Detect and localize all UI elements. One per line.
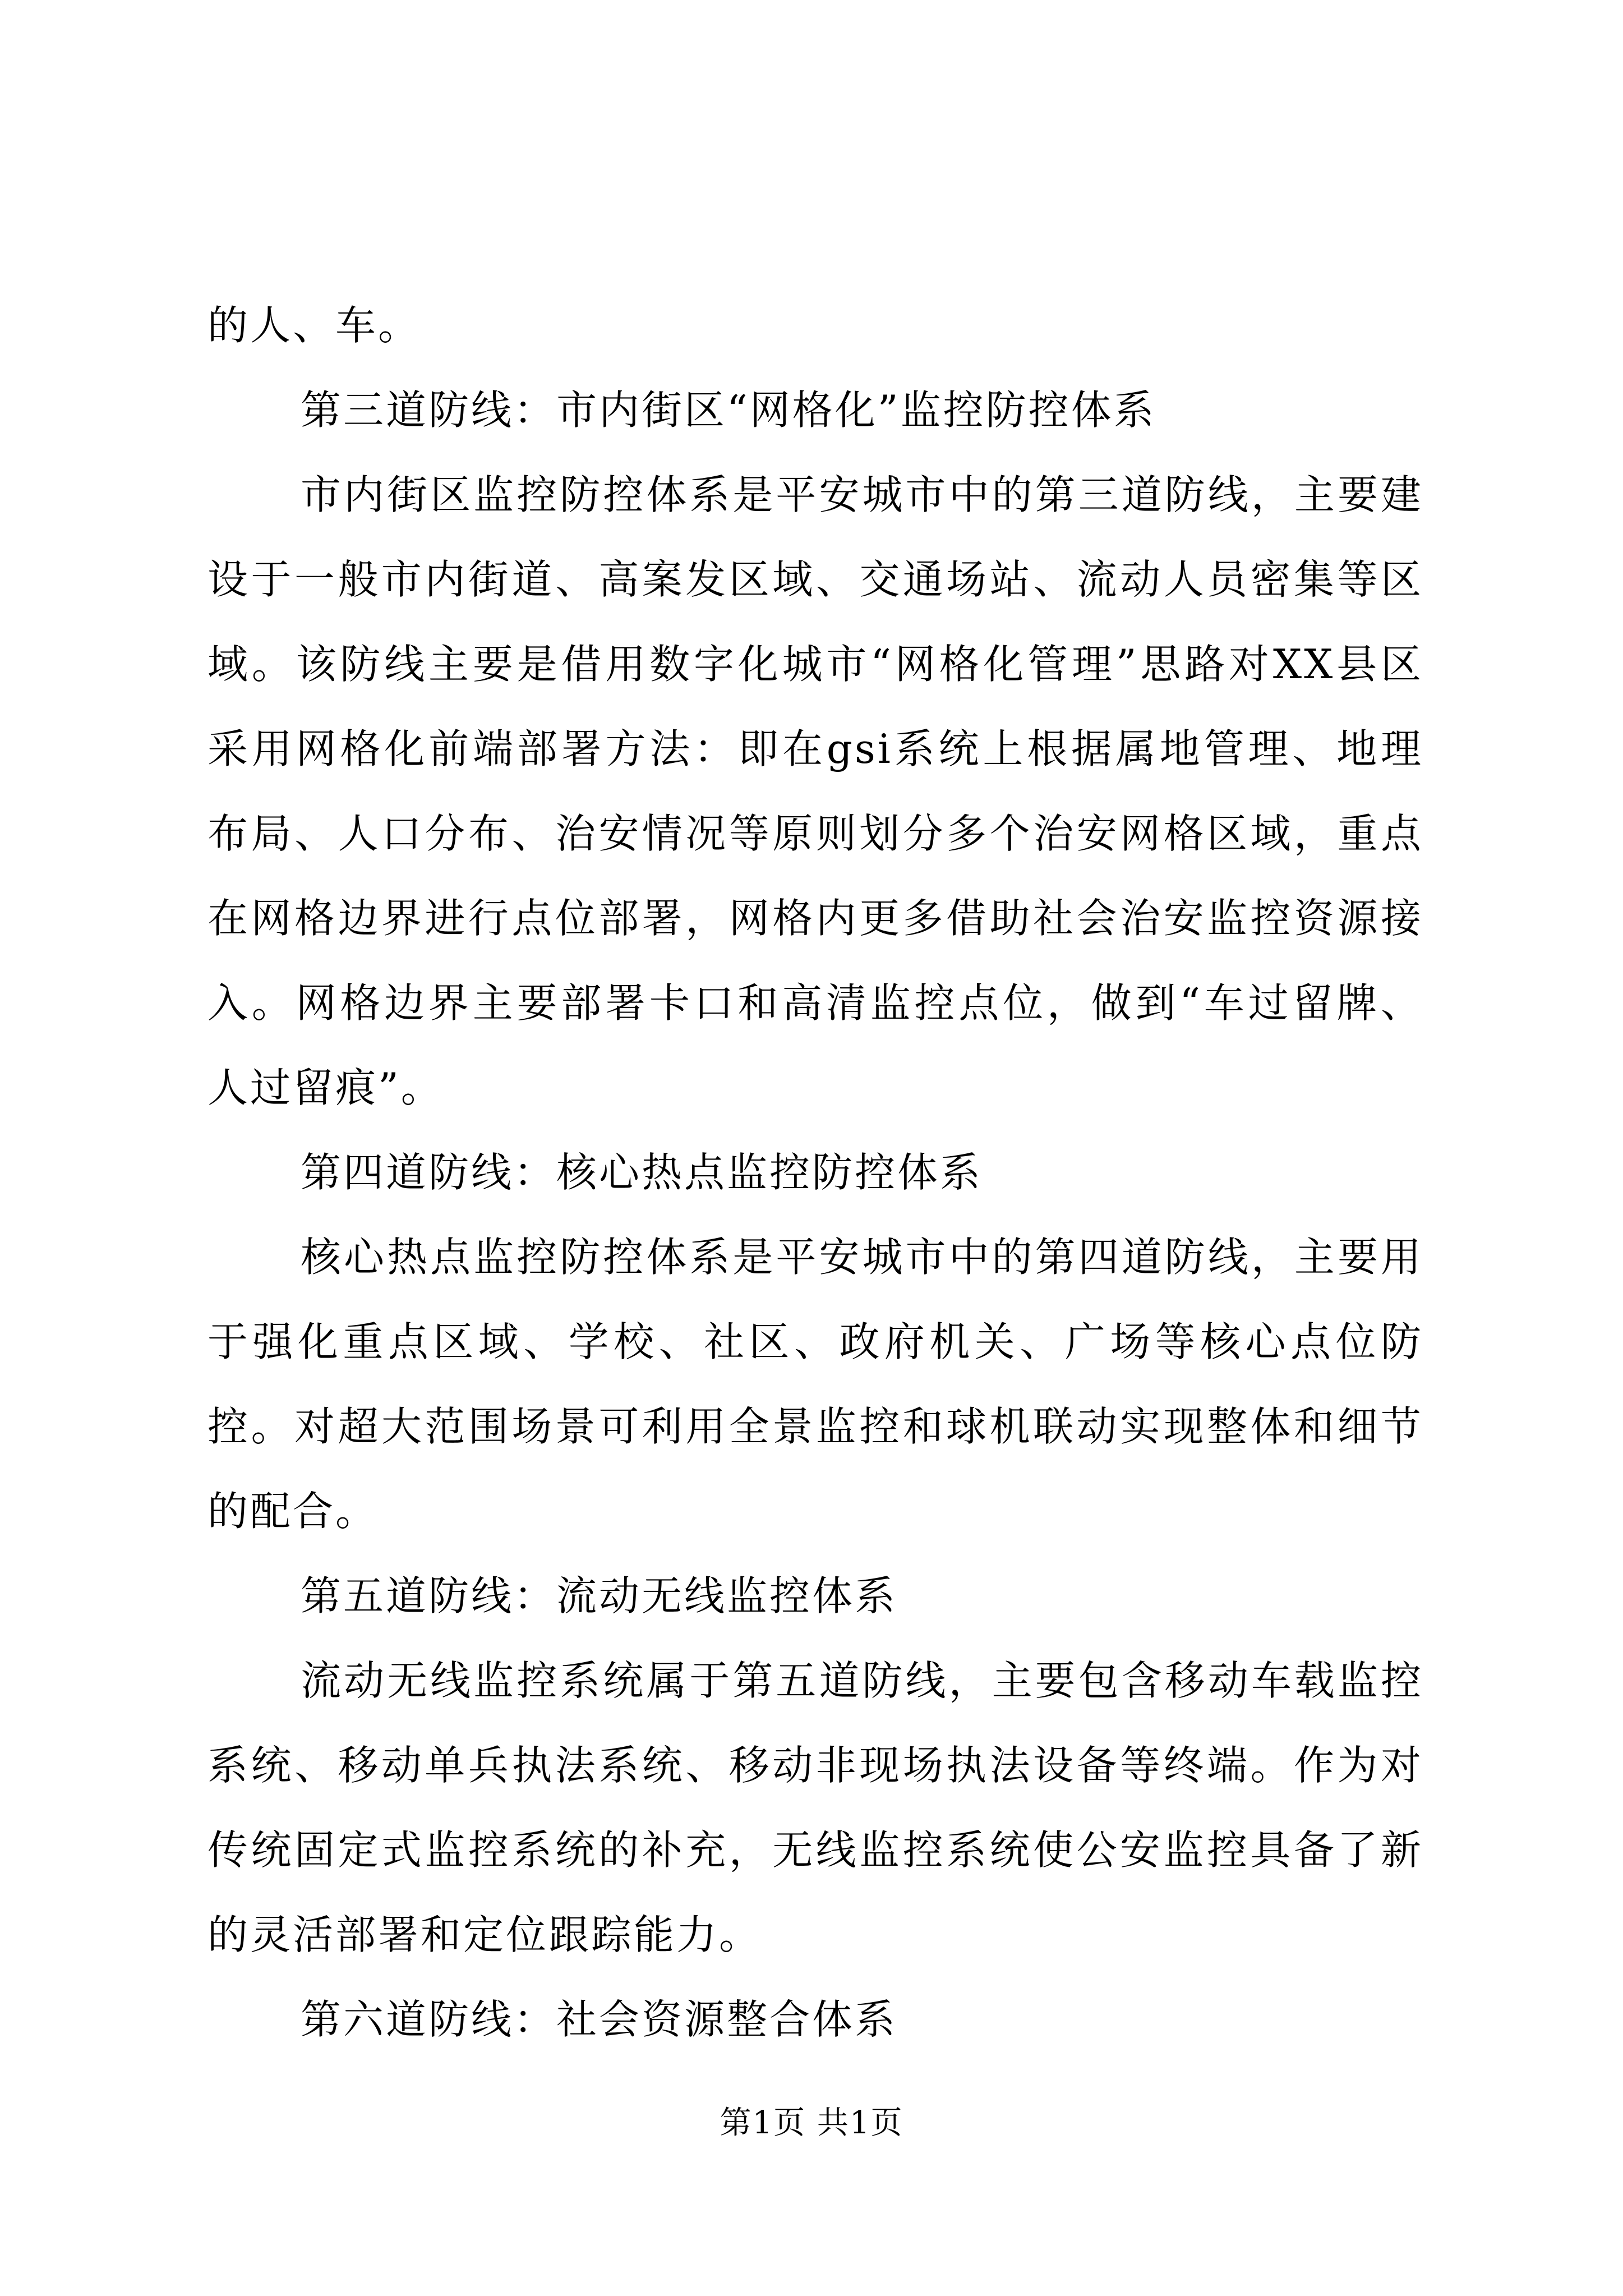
section-heading-fourth-defense: 第四道防线：核心热点监控防控体系 bbox=[301, 1149, 983, 1196]
page-footer: 第1页 共1页 bbox=[720, 2105, 903, 2141]
document-body bbox=[208, 283, 1423, 2062]
paragraph-continuation: 的人、车。 bbox=[208, 302, 421, 349]
paragraph-fourth-defense: 核心热点监控防控体系是平安城市中的第四道防线，主要用于强化重点区域、学校、社区、政府机关、广场等核心点位防控。对超大范围场景可利用全景监控和球机联动实现整体和细节的配合。 bbox=[208, 1234, 1423, 1535]
section-heading-sixth-defense: 第六道防线：社会资源整合体系 bbox=[301, 1996, 898, 2043]
section-heading-third-defense: 第三道防线：市内街区“网格化”监控防控体系 bbox=[301, 386, 1156, 434]
paragraph-fifth-defense: 流动无线监控系统属于第五道防线，主要包含移动车载监控系统、移动单兵执法系统、移动非现场执法设备等终端。作为对传统固定式监控系统的补充，无线监控系统使公安监控具备了新的灵活部署和定位跟踪能力。 bbox=[208, 1657, 1423, 1958]
section-heading-fifth-defense: 第五道防线：流动无线监控体系 bbox=[301, 1572, 898, 1619]
paragraph-third-defense: 市内街区监控防控体系是平安城市中的第三道防线，主要建设于一般市内街道、高案发区域、交通场站、流动人员密集等区域。该防线主要是借用数字化城市“网格化管理”思路对XX县区采用网格化前端部署方法：即在gsi系统上根据属地管理、地理布局、人口分布、治安情况等原则划分多个治安网格区域，重点在网格边界进行点位部署，网格内更多借助社会治安监控资源接入。网格边界主要部署卡口和高清监控点位，做到“车过留牌、人过留痕”。 bbox=[208, 471, 1423, 1111]
